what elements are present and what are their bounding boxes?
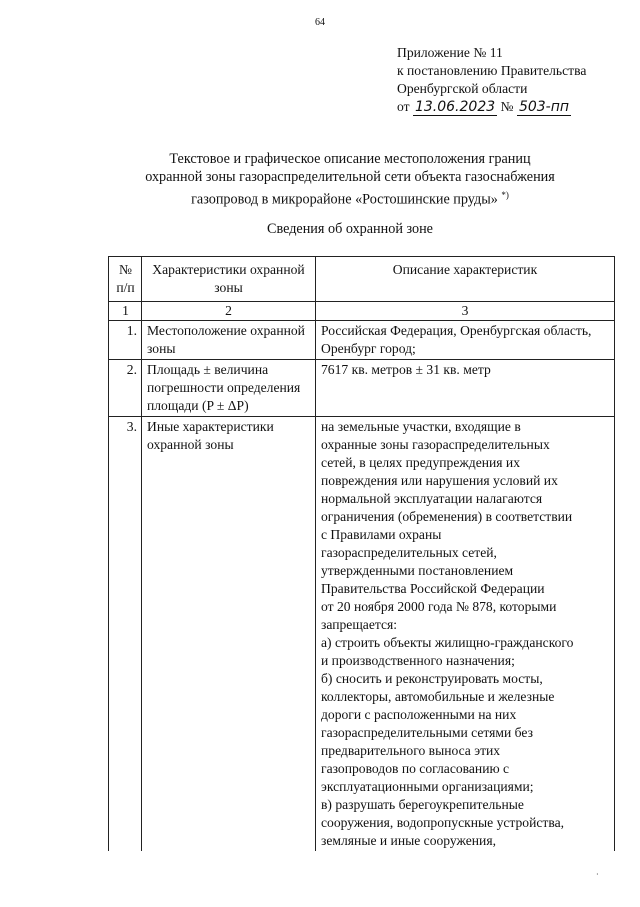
description-line: а) строить объекты жилищно-гражданского [321,635,574,650]
row-description [316,417,615,852]
header-cell-description: Описание характеристик [316,257,615,302]
description-line: сетей, в целях предупреждения их [321,455,520,470]
description-line: нормальной эксплуатации налагаются [321,491,543,506]
row-number: 2. [109,360,142,417]
table-index-row [109,302,615,321]
table-row [109,360,615,417]
row-characteristic: Площадь ± величина погрешности определения площади (P ± ΔP) [142,360,316,417]
description-line: и производственного назначения; [321,653,515,668]
appendix-date-line [397,98,586,116]
description-line: земляные и иные сооружения, [321,833,496,848]
appendix-line: Приложение № 11 [397,45,503,60]
description-line: газораспределительных сетей, [321,545,497,560]
table-row [109,321,615,360]
row-description: Российская Федерация, Оренбургская область, Оренбург город; [316,321,615,360]
description-line: с Правилами охраны [321,527,442,542]
page-number: 64 [315,17,325,28]
document-title [0,150,640,209]
row-description: 7617 кв. метров ± 31 кв. метр [316,360,615,417]
appendix-block [397,44,586,116]
index-cell: 3 [316,302,615,321]
row-characteristic: Местоположение охранной зоны [142,321,316,360]
scan-mark: · [596,870,599,879]
handwritten-number: 503-пп [518,99,570,115]
title-line: Текстовое и графическое описание местоположения границ [169,151,531,167]
row-number: 3. [109,417,142,852]
header-cell-number: № п/п [109,257,142,302]
description-line: газопроводов по согласованию с [321,761,510,776]
description-line: б) сносить и реконструировать мосты, [321,671,543,686]
index-cell: 1 [109,302,142,321]
description-line: повреждения или нарушения условий их [321,473,558,488]
title-line-text: газопровод в микрорайоне «Ростошинские пруды» [191,191,498,208]
appendix-line: Оренбургской области [397,81,528,96]
description-line: дороги с расположенными на них [321,707,517,722]
row-number: 1. [109,321,142,360]
table-row [109,417,615,852]
description-line: Правительства Российской Федерации [321,581,545,596]
handwritten-date: 13.06.2023 [414,99,496,115]
description-line: предварительного выноса этих [321,743,501,758]
description-line: эксплуатационными организациями; [321,779,534,794]
description-line: ограничения (обременения) в соответствии [321,509,573,524]
row-characteristic: Иные характеристики охранной зоны [142,417,316,852]
index-cell: 2 [142,302,316,321]
header-cell-characteristics: Характеристики охранной зоны [142,257,316,302]
title-line [0,186,640,209]
description-line: на земельные участки, входящие в [321,419,521,434]
title-line: охранной зоны газораспределительной сети объекта газоснабжения [145,169,555,185]
appendix-line: к постановлению Правительства [397,63,587,78]
table-header-row [109,257,615,302]
date-prefix: от [397,99,410,114]
description-line: газораспределительными сетями без [321,725,533,740]
protection-zone-table [108,256,615,851]
description-line: сооружения, водопропускные устройства, [321,815,565,830]
description-line: коллекторы, автомобильные и железные [321,689,555,704]
description-line: от 20 ноября 2000 года № 878, которыми [321,599,557,614]
number-sign: № [500,99,514,114]
description-line: в) разрушать берегоукрепительные [321,797,524,812]
description-line: запрещается: [321,617,398,632]
section-title: Сведения об охранной зоне [267,221,433,237]
description-line: утвержденными постановлением [321,563,514,578]
description-line: охранные зоны газораспределительных [321,437,550,452]
footnote-mark: *) [501,190,509,200]
